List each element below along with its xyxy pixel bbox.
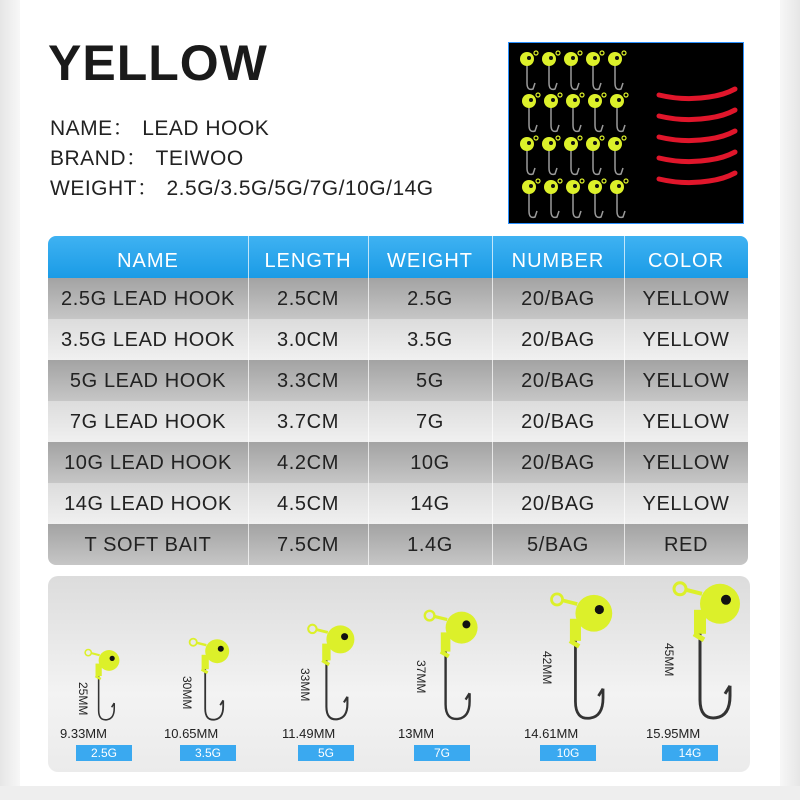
header-color: COLOR [647,250,725,272]
cell-weight: 2.5G [407,288,453,310]
weight-label: WEIGHT： [50,177,159,200]
hook-length-label: 45MM [662,643,676,677]
jig-hook-drawing [186,638,276,722]
cell-color: YELLOW [642,452,730,474]
cell-weight: 3.5G [407,329,453,351]
cell-color: YELLOW [642,329,730,351]
hook-gap-label: 10.65MM [164,726,219,741]
left-frame [0,0,20,800]
table-row [48,401,748,442]
cell-length: 4.2CM [277,452,339,474]
cell-name: T SOFT BAIT [84,534,212,556]
header-weight: WEIGHT [387,250,473,272]
table-row [48,278,748,319]
hook-gap-label: 11.49MM [282,726,336,741]
right-frame [780,0,800,800]
header-number: NUMBER [511,250,605,272]
jig-hook-drawing [304,624,394,722]
cell-color: YELLOW [642,493,730,515]
product-photo [508,42,744,224]
cell-number: 20/BAG [521,288,595,310]
weight-value: 2.5G/3.5G/5G/7G/10G/14G [166,177,434,200]
weight-badge: 14G [662,745,718,761]
table-header [48,236,748,278]
cell-length: 7.5CM [277,534,339,556]
table-row [48,360,748,401]
cell-name: 7G LEAD HOOK [69,411,227,433]
cell-name: 3.5G LEAD HOOK [60,329,235,351]
cell-weight: 1.4G [407,534,453,556]
info-name-line [50,112,269,142]
cell-number: 20/BAG [521,329,595,351]
hook-gap-label: 14.61MM [524,726,579,741]
page-title: YELLOW [48,35,268,91]
brand-label: BRAND： [50,147,148,170]
size-chart-panel [48,576,750,772]
cell-weight: 14G [410,493,450,515]
table-row [48,442,748,483]
info-brand-line [50,142,244,172]
name-label: NAME： [50,117,135,140]
cell-weight: 7G [416,411,444,433]
cell-length: 3.0CM [277,329,339,351]
table-row [48,319,748,360]
weight-badge: 5G [298,745,354,761]
cell-color: YELLOW [642,411,730,433]
weight-badge: 2.5G [76,745,132,761]
jig-hook-drawing [420,610,510,722]
table-body [48,278,748,565]
jig-hook-drawing [82,649,172,722]
product-photo-drawing [509,43,744,224]
weight-badge: 10G [540,745,596,761]
table-row [48,483,748,524]
cell-length: 2.5CM [277,288,339,310]
cell-name: 10G LEAD HOOK [64,452,232,474]
spec-table [48,236,748,565]
cell-number: 20/BAG [521,370,595,392]
cell-weight: 10G [410,452,450,474]
jig-hook-drawing [546,593,636,722]
header-length: LENGTH [264,250,352,272]
table-row [48,524,748,565]
cell-color: YELLOW [642,288,730,310]
cell-name: 5G LEAD HOOK [69,370,227,392]
hook-gap-label: 15.95MM [646,726,701,741]
hook-length-label: 37MM [414,660,428,694]
cell-length: 4.5CM [277,493,339,515]
cell-number: 20/BAG [521,493,595,515]
cell-number: 20/BAG [521,452,595,474]
hook-gap-label: 9.33MM [60,726,107,741]
cell-length: 3.3CM [277,370,339,392]
brand-value: TEIWOO [155,147,244,170]
hook-length-label: 30MM [180,675,194,710]
bottom-frame [0,786,800,800]
hook-gap-label: 13MM [398,726,435,741]
hook-length-label: 33MM [298,668,312,702]
cell-length: 3.7CM [277,411,339,433]
cell-name: 2.5G LEAD HOOK [60,288,235,310]
cell-weight: 5G [416,370,444,392]
weight-badge: 3.5G [180,745,236,761]
jig-hook-drawing [668,579,758,722]
info-weight-line [50,172,434,202]
hook-length-label: 42MM [540,651,554,685]
weight-badge: 7G [414,745,470,761]
cell-color: YELLOW [642,370,730,392]
hook-length-label: 25MM [76,681,90,716]
cell-number: 5/BAG [527,534,589,556]
name-value: LEAD HOOK [142,117,270,140]
cell-number: 20/BAG [521,411,595,433]
cell-name: 14G LEAD HOOK [64,493,232,515]
cell-color: RED [663,534,709,556]
header-name: NAME [117,250,179,272]
